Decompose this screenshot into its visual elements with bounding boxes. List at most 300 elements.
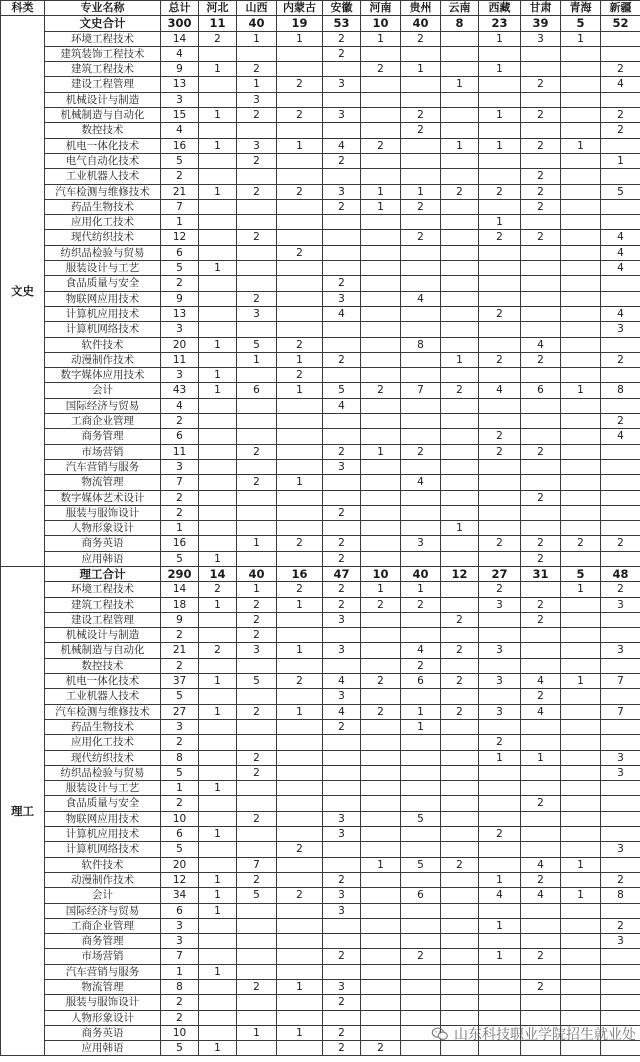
table-cell: 6 [237, 383, 277, 398]
table-cell [561, 352, 601, 367]
table-cell: 3 [323, 888, 361, 903]
table-cell [361, 980, 401, 995]
table-cell [277, 719, 323, 734]
table-cell: 2 [521, 108, 561, 123]
table-cell [561, 199, 601, 214]
total-cell: 8 [441, 16, 479, 31]
table-cell: 18 [161, 597, 199, 612]
table-row [1, 796, 640, 811]
table-cell: 4 [401, 291, 441, 306]
table-cell [361, 276, 401, 291]
table-cell [441, 368, 479, 383]
table-cell [441, 199, 479, 214]
table-cell [199, 1025, 237, 1040]
table-cell [521, 46, 561, 61]
table-cell [277, 934, 323, 949]
table-cell: 3 [401, 536, 441, 551]
table-cell: 7 [237, 857, 277, 872]
table-cell [561, 215, 601, 230]
table-cell [237, 735, 277, 750]
table-cell [601, 490, 640, 505]
table-cell [521, 811, 561, 826]
table-row [1, 995, 640, 1010]
table-cell [441, 551, 479, 566]
table-cell: 2 [237, 291, 277, 306]
table-cell [561, 980, 601, 995]
table-cell [441, 108, 479, 123]
table-row [1, 77, 640, 92]
table-cell [479, 689, 521, 704]
major-name-cell: 服装设计与工艺 [45, 261, 161, 276]
table-cell: 2 [237, 612, 277, 627]
total-cell: 31 [521, 566, 561, 581]
table-cell [401, 77, 441, 92]
total-cell: 47 [323, 566, 361, 581]
table-cell [561, 811, 601, 826]
table-cell: 2 [441, 612, 479, 627]
table-cell: 5 [161, 551, 199, 566]
table-cell [277, 291, 323, 306]
table-cell: 4 [521, 704, 561, 719]
table-cell: 1 [199, 62, 237, 77]
table-cell [441, 62, 479, 77]
table-cell [561, 903, 601, 918]
table-cell: 1 [401, 719, 441, 734]
table-cell [401, 689, 441, 704]
table-row [1, 934, 640, 949]
table-cell: 2 [199, 31, 237, 46]
table-cell [277, 322, 323, 337]
table-cell: 9 [161, 612, 199, 627]
major-name-cell: 建筑工程技术 [45, 597, 161, 612]
table-cell [323, 322, 361, 337]
major-name-cell: 建设工程管理 [45, 612, 161, 627]
table-cell: 1 [199, 551, 237, 566]
table-cell [601, 735, 640, 750]
major-name-cell: 市场营销 [45, 444, 161, 459]
table-cell: 1 [561, 31, 601, 46]
major-name-cell: 建筑装饰工程技术 [45, 46, 161, 61]
table-cell: 6 [161, 245, 199, 260]
table-cell [277, 490, 323, 505]
table-cell: 2 [401, 230, 441, 245]
table-cell: 4 [601, 245, 640, 260]
table-cell: 2 [521, 77, 561, 92]
table-cell [237, 429, 277, 444]
table-cell [479, 505, 521, 520]
table-cell [479, 612, 521, 627]
total-cell: 300 [161, 16, 199, 31]
table-cell [199, 536, 237, 551]
table-cell [199, 490, 237, 505]
table-cell [277, 62, 323, 77]
total-cell: 40 [401, 16, 441, 31]
total-cell: 27 [479, 566, 521, 581]
table-cell: 1 [237, 1025, 277, 1040]
table-cell: 1 [561, 888, 601, 903]
table-cell [277, 827, 323, 842]
table-cell: 8 [401, 337, 441, 352]
table-cell [237, 918, 277, 933]
table-cell [277, 811, 323, 826]
table-row [1, 108, 640, 123]
table-cell [521, 903, 561, 918]
table-row [1, 414, 640, 429]
table-cell [601, 368, 640, 383]
table-cell: 2 [601, 414, 640, 429]
table-cell: 6 [401, 888, 441, 903]
table-cell: 1 [401, 704, 441, 719]
table-cell: 4 [479, 888, 521, 903]
table-cell: 2 [521, 199, 561, 214]
table-cell [199, 934, 237, 949]
table-cell: 2 [361, 62, 401, 77]
table-cell [401, 46, 441, 61]
table-cell [199, 842, 237, 857]
table-cell [323, 735, 361, 750]
table-cell: 1 [361, 199, 401, 214]
table-cell [401, 322, 441, 337]
table-cell [237, 551, 277, 566]
table-cell [277, 276, 323, 291]
table-cell: 2 [479, 184, 521, 199]
table-cell [199, 612, 237, 627]
table-cell: 1 [277, 383, 323, 398]
table-cell: 8 [601, 383, 640, 398]
table-cell [361, 261, 401, 276]
table-cell [601, 964, 640, 979]
major-name-cell: 应用化工技术 [45, 735, 161, 750]
table-cell: 2 [323, 551, 361, 566]
table-cell [277, 765, 323, 780]
table-cell: 2 [401, 597, 441, 612]
table-cell [323, 628, 361, 643]
table-cell: 2 [361, 1041, 401, 1056]
table-cell [479, 368, 521, 383]
table-cell: 3 [601, 750, 640, 765]
table-cell [521, 643, 561, 658]
table-cell: 2 [161, 490, 199, 505]
major-name-cell: 环境工程技术 [45, 31, 161, 46]
table-cell: 2 [441, 383, 479, 398]
table-cell [361, 459, 401, 474]
column-header: 河南 [361, 1, 401, 16]
table-cell [361, 306, 401, 321]
table-cell: 1 [479, 215, 521, 230]
table-cell [441, 261, 479, 276]
table-cell: 1 [277, 1025, 323, 1040]
table-cell: 3 [237, 643, 277, 658]
table-cell: 1 [479, 949, 521, 964]
table-cell: 2 [161, 169, 199, 184]
table-cell [237, 658, 277, 673]
table-row [1, 964, 640, 979]
table-cell [561, 184, 601, 199]
major-name-cell: 应用化工技术 [45, 215, 161, 230]
table-cell [601, 92, 640, 107]
table-cell [361, 368, 401, 383]
table-cell: 5 [401, 811, 441, 826]
table-cell [601, 475, 640, 490]
table-cell [199, 811, 237, 826]
table-cell: 4 [323, 674, 361, 689]
major-name-cell: 工商企业管理 [45, 414, 161, 429]
table-cell: 1 [199, 781, 237, 796]
table-row [1, 750, 640, 765]
section-total-row [1, 16, 640, 31]
table-cell [401, 138, 441, 153]
table-cell [561, 551, 601, 566]
table-cell [361, 949, 401, 964]
table-cell [361, 1025, 401, 1040]
table-cell [199, 414, 237, 429]
table-cell [237, 781, 277, 796]
table-cell [561, 108, 601, 123]
table-cell [277, 551, 323, 566]
table-row [1, 46, 640, 61]
table-cell [561, 169, 601, 184]
table-cell [277, 872, 323, 887]
table-row [1, 383, 640, 398]
table-cell [561, 429, 601, 444]
major-name-cell: 市场营销 [45, 949, 161, 964]
table-cell [479, 245, 521, 260]
table-cell [237, 123, 277, 138]
major-name-cell: 商务英语 [45, 1025, 161, 1040]
table-cell [561, 612, 601, 627]
table-row [1, 230, 640, 245]
table-cell [479, 123, 521, 138]
table-cell: 4 [323, 704, 361, 719]
table-cell [361, 903, 401, 918]
table-cell [561, 643, 601, 658]
table-cell [401, 551, 441, 566]
table-cell: 2 [521, 352, 561, 367]
table-cell [601, 521, 640, 536]
table-cell [199, 735, 237, 750]
table-cell [561, 995, 601, 1010]
table-cell [561, 306, 601, 321]
table-cell [361, 46, 401, 61]
table-cell [323, 781, 361, 796]
table-cell: 3 [161, 459, 199, 474]
table-cell [199, 215, 237, 230]
table-cell: 1 [199, 872, 237, 887]
table-cell: 2 [161, 1010, 199, 1025]
table-cell: 20 [161, 857, 199, 872]
table-cell: 1 [199, 597, 237, 612]
wechat-icon [431, 1027, 449, 1041]
table-cell: 2 [479, 444, 521, 459]
column-header: 青海 [561, 1, 601, 16]
table-cell [521, 995, 561, 1010]
table-row [1, 857, 640, 872]
table-cell [361, 827, 401, 842]
table-cell: 3 [323, 291, 361, 306]
table-cell: 3 [479, 643, 521, 658]
table-cell: 1 [199, 674, 237, 689]
table-cell [361, 643, 401, 658]
table-cell: 2 [601, 352, 640, 367]
table-cell: 2 [479, 230, 521, 245]
table-cell: 2 [237, 704, 277, 719]
table-body [1, 16, 640, 1056]
table-cell: 4 [521, 337, 561, 352]
column-header: 科类 [1, 1, 45, 16]
table-cell [479, 276, 521, 291]
table-cell [361, 169, 401, 184]
table-cell [561, 92, 601, 107]
table-cell [237, 1010, 277, 1025]
table-cell: 7 [401, 383, 441, 398]
table-cell: 1 [601, 153, 640, 168]
table-cell: 2 [521, 184, 561, 199]
column-header: 内蒙古 [277, 1, 323, 16]
table-cell [277, 153, 323, 168]
table-row [1, 582, 640, 597]
table-cell [601, 169, 640, 184]
major-name-cell: 数字媒体艺术设计 [45, 490, 161, 505]
major-name-cell: 物流管理 [45, 475, 161, 490]
table-cell: 2 [441, 674, 479, 689]
table-row [1, 169, 640, 184]
table-cell: 3 [323, 108, 361, 123]
table-cell [601, 215, 640, 230]
table-cell [561, 230, 601, 245]
column-header: 山西 [237, 1, 277, 16]
table-cell: 2 [237, 230, 277, 245]
table-cell [441, 505, 479, 520]
table-cell: 3 [237, 306, 277, 321]
table-row [1, 337, 640, 352]
table-cell [401, 398, 441, 413]
table-cell [479, 199, 521, 214]
total-label: 理工合计 [45, 566, 161, 581]
table-cell [441, 245, 479, 260]
table-cell [199, 980, 237, 995]
table-cell [237, 46, 277, 61]
table-cell [401, 352, 441, 367]
table-cell [479, 322, 521, 337]
table-cell [521, 781, 561, 796]
table-cell [601, 551, 640, 566]
table-cell [561, 842, 601, 857]
table-cell [277, 444, 323, 459]
table-cell [361, 719, 401, 734]
major-name-cell: 现代纺织技术 [45, 230, 161, 245]
major-name-cell: 服装与服饰设计 [45, 505, 161, 520]
table-cell: 2 [323, 444, 361, 459]
table-cell: 4 [521, 888, 561, 903]
table-cell [479, 811, 521, 826]
table-cell [401, 995, 441, 1010]
table-cell [199, 398, 237, 413]
major-name-cell: 机械设计与制造 [45, 92, 161, 107]
table-cell: 3 [161, 918, 199, 933]
table-cell [441, 750, 479, 765]
table-cell [199, 153, 237, 168]
table-cell [441, 536, 479, 551]
table-cell: 5 [237, 888, 277, 903]
table-cell: 3 [479, 597, 521, 612]
table-row [1, 949, 640, 964]
table-cell [521, 735, 561, 750]
table-cell: 5 [323, 383, 361, 398]
table-cell [277, 230, 323, 245]
table-cell: 2 [237, 980, 277, 995]
table-cell: 3 [237, 92, 277, 107]
table-cell: 3 [601, 322, 640, 337]
table-cell: 3 [323, 459, 361, 474]
table-cell [479, 46, 521, 61]
table-cell [401, 368, 441, 383]
table-row [1, 276, 640, 291]
table-cell: 4 [323, 398, 361, 413]
table-row [1, 980, 640, 995]
table-cell [441, 827, 479, 842]
table-cell [561, 337, 601, 352]
major-name-cell: 建设工程管理 [45, 77, 161, 92]
major-name-cell: 应用韩语 [45, 1041, 161, 1056]
table-cell [323, 261, 361, 276]
table-row [1, 153, 640, 168]
table-cell [441, 46, 479, 61]
table-cell [441, 306, 479, 321]
table-cell [441, 322, 479, 337]
table-cell: 2 [521, 689, 561, 704]
table-cell [601, 811, 640, 826]
table-cell: 4 [323, 306, 361, 321]
table-cell [521, 719, 561, 734]
table-cell [361, 735, 401, 750]
table-cell [199, 521, 237, 536]
table-cell: 4 [601, 261, 640, 276]
table-cell: 2 [161, 276, 199, 291]
table-cell: 3 [161, 719, 199, 734]
table-cell [277, 505, 323, 520]
table-row [1, 291, 640, 306]
table-cell: 2 [361, 383, 401, 398]
table-row [1, 475, 640, 490]
table-cell [441, 995, 479, 1010]
table-row [1, 352, 640, 367]
major-name-cell: 药品生物技术 [45, 719, 161, 734]
table-cell [237, 414, 277, 429]
table-cell [361, 1010, 401, 1025]
table-cell [323, 934, 361, 949]
table-cell [401, 980, 441, 995]
table-cell: 10 [161, 1025, 199, 1040]
major-name-cell: 物流管理 [45, 980, 161, 995]
table-row [1, 612, 640, 627]
table-cell: 2 [361, 138, 401, 153]
table-cell [237, 842, 277, 857]
table-cell: 1 [561, 383, 601, 398]
table-cell: 1 [277, 643, 323, 658]
table-cell [361, 918, 401, 933]
table-cell [521, 628, 561, 643]
column-header: 新疆 [601, 1, 640, 16]
table-cell [361, 536, 401, 551]
table-cell: 2 [277, 842, 323, 857]
major-name-cell: 物联网应用技术 [45, 291, 161, 306]
table-row [1, 322, 640, 337]
table-cell: 2 [237, 750, 277, 765]
table-cell: 1 [199, 337, 237, 352]
table-cell [601, 46, 640, 61]
table-cell: 1 [479, 872, 521, 887]
table-cell [441, 123, 479, 138]
